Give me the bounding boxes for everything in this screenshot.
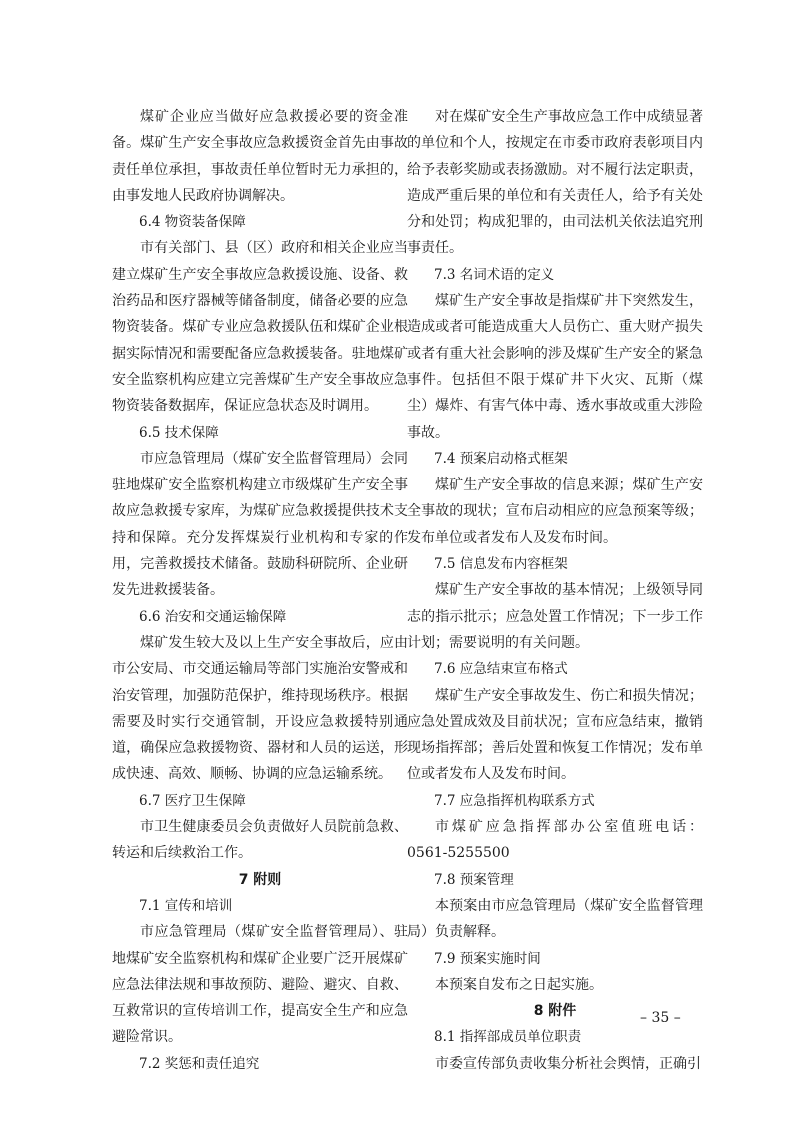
paragraph-7-6: 煤矿生产安全事故发生、伤亡和损失情况；应急处置成效及目前状况；宣布应急结束，撤销现场指挥部；善后处置和恢复工作情况；发布单位或者发布人及发布时间。: [407, 687, 703, 783]
paragraph-7-5: 煤矿生产安全事故的基本情况；上级领导同志的指示批示；应急处置工作情况；下一步工作计划；需要说明的有关问题。: [407, 582, 703, 651]
heading-7-2: 7.2 奖惩和责任追究: [139, 1055, 260, 1072]
chapter-8-title: 8 附件: [533, 1003, 577, 1020]
paragraph-6-6: 煤矿发生较大及以上生产安全事故后，应由市公安局、市交通运输局等部门实施治安警戒和治安管理，加强防范保护，维持现场秩序。根据需要及时实行交通管制，开设应急救援特别通道，确保应急救援物资、器材和人员的运送，形成快速、高效、顺畅、协调的应急运输系统。: [112, 634, 408, 783]
heading-6-6: 6.6 治安和交通运输保障: [139, 608, 287, 625]
paragraph-6-7: 市卫生健康委员会负责做好人员院前急救、转运和后续救治工作。: [112, 819, 408, 862]
heading-6-4: 6.4 物资装备保障: [139, 214, 246, 231]
heading-7-7: 7.7 应急指挥机构联系方式: [434, 792, 595, 809]
paragraph-6-5: 市应急管理局（煤矿安全监督管理局）会同驻地煤矿安全监察机构建立市级煤矿生产安全事故应急救援专家库，为煤矿应急救援提供技术支持和保障。充分发挥煤炭行业机构和专家的作用，完善救援技术储备。鼓励科研院所、企业研发先进救援装备。: [112, 450, 408, 599]
paragraph-8-1: 市委宣传部负责收集分析社会舆情，正确引: [435, 1055, 701, 1072]
paragraph-funding: 煤矿企业应当做好应急救援必要的资金准备。煤矿生产安全事故应急救援资金首先由事故责任单位承担，事故责任单位暂时无力承担的，由事发地人民政府协调解决。: [112, 109, 408, 204]
paragraph-7-3: 煤矿生产安全事故是指煤矿井下突然发生，造成或者可能造成重大人员伤亡、重大财产损失或者有重大社会影响的涉及煤矿生产安全的紧急事件。包括但不限于煤矿井下火灾、瓦斯（煤尘）爆炸、有害气体中毒、透水事故或重大涉险事故。: [407, 293, 703, 441]
duty-phone-label: 市煤矿应急指挥部办公室值班电话：: [435, 819, 703, 836]
duty-phone-number: 0561-5255500: [407, 845, 510, 862]
paragraph-7-8: 本预案由市应急管理局（煤矿安全监督管理局）负责解释。: [407, 897, 703, 941]
heading-7-4: 7.4 预案启动格式框架: [434, 450, 568, 467]
page-number: – 35 –: [640, 1010, 681, 1026]
heading-7-5: 7.5 信息发布内容框架: [434, 556, 568, 573]
chapter-7-title: 7 附则: [238, 871, 282, 888]
heading-6-7: 6.7 医疗卫生保障: [139, 792, 246, 809]
heading-6-5: 6.5 技术保障: [139, 424, 219, 441]
heading-7-9: 7.9 预案实施时间: [434, 950, 541, 967]
paragraph-7-4: 煤矿生产安全事故的信息来源；煤矿生产安全事故的现状；宣布启动相应的应急预案等级；发布单位或者发布人及发布时间。: [407, 477, 703, 546]
paragraph-7-1: 市应急管理局（煤矿安全监督管理局）、驻地煤矿安全监察机构和煤矿企业要广泛开展煤矿应急法律法规和事故预防、避险、避灾、自救、互救常识的宣传培训工作，提高安全生产和应急避险常识。: [112, 924, 408, 1046]
heading-8-1: 8.1 指挥部成员单位职责: [434, 1029, 582, 1046]
right-column: [407, 104, 703, 1077]
heading-7-1: 7.1 宣传和培训: [139, 897, 233, 914]
heading-7-3: 7.3 名词术语的定义: [434, 266, 555, 283]
heading-7-6: 7.6 应急结束宣布格式: [434, 661, 568, 678]
paragraph-7-9: 本预案自发布之日起实施。: [435, 976, 603, 993]
paragraph-7-2: 对在煤矿安全生产事故应急工作中成绩显著的单位和个人，按规定在市委市政府表彰项目内给予表彰奖励或表扬激励。对不履行法定职责，造成严重后果的单位和有关责任人，给予有关处分和处罚；构成犯罪的，由司法机关依法追究刑事责任。: [407, 109, 703, 257]
paragraph-6-4: 市有关部门、县（区）政府和相关企业应当建立煤矿生产安全事故应急救援设施、设备、救治药品和医疗器械等储备制度，储备必要的应急物资装备。煤矿专业应急救援队伍和煤矿企业根据实际情况和需要配备应急救援装备。驻地煤矿安全监察机构应建立完善煤矿生产安全事故应急物资装备数据库，保证应急状态及时调用。: [112, 240, 408, 415]
left-column: [112, 104, 408, 1077]
heading-7-8: 7.8 预案管理: [434, 871, 514, 888]
